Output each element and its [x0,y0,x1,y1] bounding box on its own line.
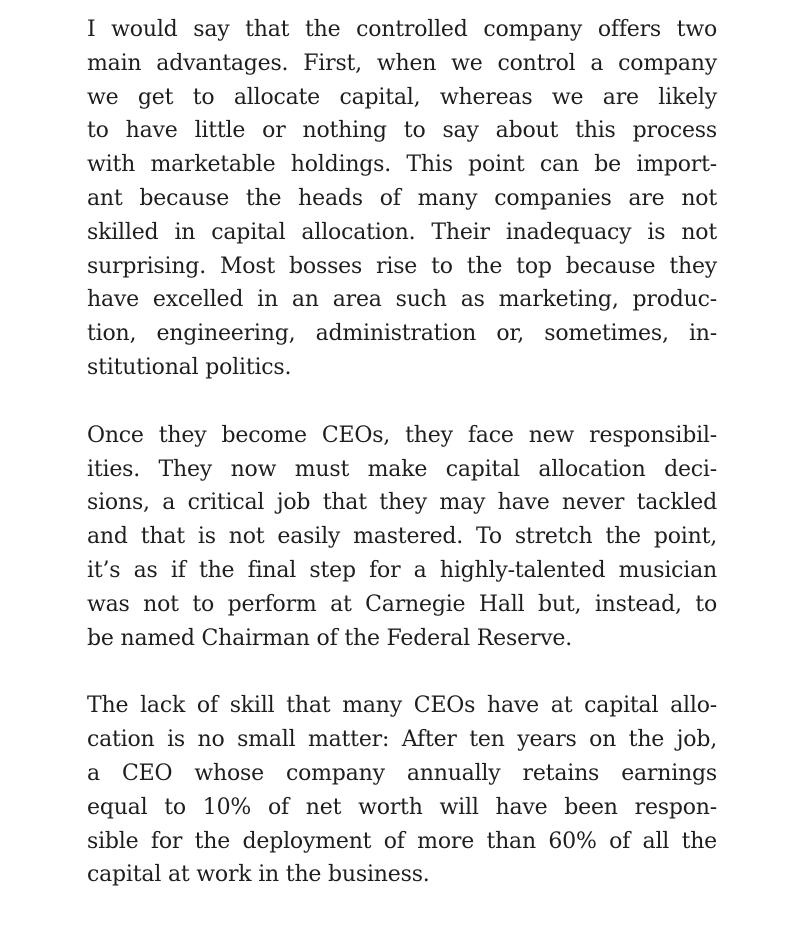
text-line: surprising. Most bosses rise to the top because they [87,253,717,279]
text-line: I would say that the controlled company offers two [87,17,717,42]
text-line: a CEO whose company annually retains earnings [87,760,717,786]
text-line: sions, a critical job that they may have never tackled [87,490,717,516]
document-page [87,13,717,926]
text-line: capital at work in the business. [87,862,430,888]
text-line: was not to perform at Carnegie Hall but, instead, to [87,591,717,617]
text-line: stitutional politics. [87,354,292,380]
text-line: cation is no small matter: After ten years on the job, [87,727,717,753]
text-line: to have little or nothing to say about this process [87,118,717,144]
text-line: main advantages. First, when we control a company [87,50,717,76]
text-line: it’s as if the final step for a highly-talented musician [87,557,717,583]
text-line: with marketable holdings. This point can be import- [87,152,717,178]
text-line: ities. They now must make capital allocation deci- [87,456,717,482]
text-line: equal to 10% of net worth will have been respon- [87,794,717,820]
text-line: skilled in capital allocation. Their inadequacy is not [87,219,717,245]
text-line: sible for the deployment of more than 60% of all the [87,828,717,854]
paragraph-1 [87,13,717,385]
text-line: tion, engineering, administration or, sometimes, in- [87,321,717,347]
text-line: have excelled in an area such as marketing, produc- [87,287,717,313]
paragraph-3 [87,689,717,892]
text-line: Once they become CEOs, they face new responsibil- [87,422,717,448]
text-line: ant because the heads of many companies are not [87,185,717,211]
paragraph-2 [87,419,717,656]
text-line: and that is not easily mastered. To stretch the point, [87,524,717,550]
text-line: we get to allocate capital, whereas we are likely [87,84,717,110]
text-line: The lack of skill that many CEOs have at capital allo- [87,693,717,719]
text-line: be named Chairman of the Federal Reserve. [87,625,573,651]
